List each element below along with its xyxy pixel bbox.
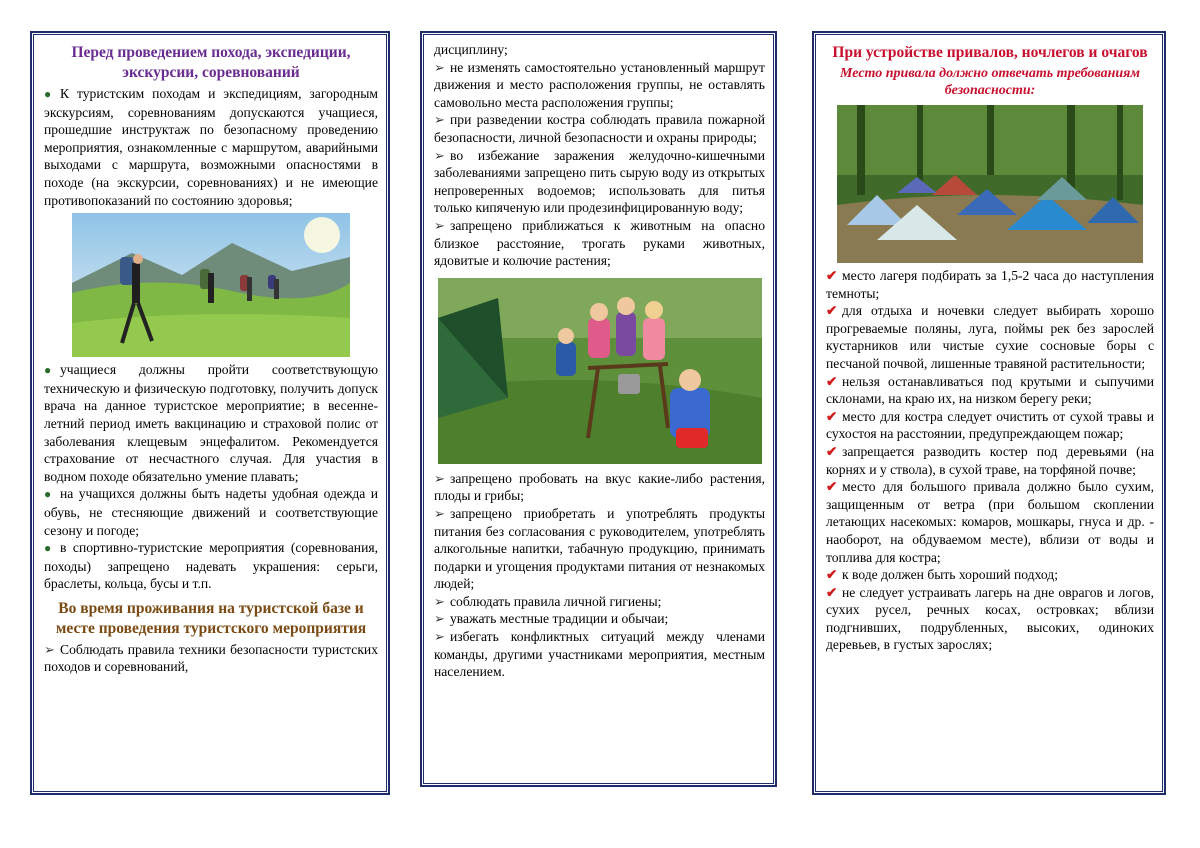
panel3-item-text: не следует устраивать лагерь на дне оврагов и логов, сухих русел, речных косах, островках; вблизи подгнивших, подрубленных, высоких, одиноких деревьев, в густых зарослях; xyxy=(826,584,1154,653)
panel3-item xyxy=(826,408,1154,443)
panel1-subtitle: Во время проживания на туристской базе и месте проведения туристского мероприятия xyxy=(55,599,367,637)
panel2-item-text: не изменять самостоятельно установленный маршрут движения и место расположения группы, не оставлять самовольно места расположения группы; xyxy=(434,59,765,110)
dot-bullet-icon: ● xyxy=(44,363,52,378)
arrow-bullet-icon: ➢ xyxy=(434,629,445,645)
panel1-item-text: К туристским походам и экспедициям, загородным экскурсиям, соревнованиям допускаются учащиеся, прошедшие инструктаж по безопасному проведению мероприятия, ознакомленные с маршрутом, аварийными выходами с маршрута, возможными опасностями в походе (на экскурсии, соревнованиях) и не имеющие противопоказаний по состоянию здоровья; xyxy=(44,86,378,208)
panel3-item-text: место лагеря подбирать за 1,5-2 часа до наступления темноты; xyxy=(826,268,1154,301)
panel2-item2 xyxy=(434,470,765,505)
panel3-item-text: к воде должен быть хороший подход; xyxy=(842,567,1058,583)
red-check-icon: ✔ xyxy=(826,268,838,283)
panel2-item2 xyxy=(434,628,765,681)
panel1-title: Перед проведением похода, экспедиции, экскурсии, соревнований xyxy=(71,44,351,81)
panel2-item2 xyxy=(434,505,765,593)
panel-before-hike xyxy=(31,32,389,794)
dot-bullet-icon: ● xyxy=(44,87,52,101)
panel-rules xyxy=(421,32,776,786)
panel2-item-text: при разведении костра соблюдать правила пожарной безопасности, личной безопасности и охраны природы; xyxy=(434,112,765,145)
red-check-icon: ✔ xyxy=(826,373,838,389)
arrow-bullet-icon: ➢ xyxy=(434,611,445,627)
panel3-item xyxy=(826,566,1154,584)
panel3-subtitle: Место привала должно отвечать требованиям безопасности: xyxy=(840,66,1140,98)
panel3-item-text: место для большого привала должно было сухим, защищенным от ветра (при большом скоплении летающих насекомых: комаров, мошкары, гнуса и др. - наоборот, на обдуваемом месте), вблизи от воды и топлива для костра; xyxy=(826,479,1154,565)
panel2-item2-text: избегать конфликтных ситуаций между членами команды, другими участниками мероприятия, местным населением. xyxy=(434,629,765,680)
red-check-icon: ✔ xyxy=(826,408,838,424)
panel3-item xyxy=(826,267,1154,302)
red-check-icon: ✔ xyxy=(826,567,838,583)
red-check-icon: ✔ xyxy=(826,443,838,459)
arrow-bullet-icon: ➢ xyxy=(434,59,445,75)
arrow-bullet-icon: ➢ xyxy=(434,112,445,128)
panel3-item xyxy=(826,584,1154,654)
panel-camp-rules xyxy=(813,32,1165,794)
arrow-bullet-icon: ➢ xyxy=(44,641,55,657)
panel2-item xyxy=(434,147,765,217)
panel3-item-text: для отдыха и ночевки следует выбирать хорошо прогреваемые поляны, луга, поймы рек без зарослей кустарников или чистые сухие сосновые боры с песчаной почвой, лишенные травяной растительности; xyxy=(826,303,1154,371)
panel1-item xyxy=(44,485,378,539)
panel2-item2 xyxy=(434,593,765,611)
panel3-item xyxy=(826,443,1154,478)
panel2-item-text: запрещено приближаться к животным на опасно близкое расстояние, трогать руками животных, ядовитые и колючие растения; xyxy=(434,217,765,269)
tents-camp-photo xyxy=(837,105,1143,263)
panel1-item2-text: Соблюдать правила техники безопасности туристских походов и соревнований, xyxy=(44,641,378,675)
panel3-item xyxy=(826,302,1154,372)
panel2-item xyxy=(434,111,765,146)
arrow-bullet-icon: ➢ xyxy=(434,470,445,486)
panel1-item2 xyxy=(44,641,378,676)
arrow-bullet-icon: ➢ xyxy=(434,593,445,609)
panel2-item2 xyxy=(434,610,765,628)
dot-bullet-icon: ● xyxy=(44,487,52,502)
panel2-item xyxy=(434,59,765,112)
panel1-item xyxy=(44,85,378,209)
panel3-item xyxy=(826,373,1154,408)
panel2-item2-text: соблюдать правила личной гигиены; xyxy=(450,593,662,609)
hikers-photo xyxy=(72,213,350,357)
dot-bullet-icon: ● xyxy=(44,541,52,556)
panel2-item2-text: запрещено пробовать на вкус какие-либо растения, плоды и грибы; xyxy=(434,470,765,504)
children-camp-photo xyxy=(438,278,762,464)
panel1-item-text: учащиеся должны пройти соответствующую техническую и физическую подготовку, получить допуск врача на данное туристское мероприятие; в весенне-летний период иметь вакцинацию и страховой полис от заболевания клещевым энцефалитом. Рекомендуется страхование от несчастного случая. Для участия в водном походе обязательно умение плавать; xyxy=(44,362,378,484)
panel1-item-text: в спортивно-туристские мероприятия (соревнования, походы) запрещено надевать украшения: серьги, браслеты, кольца, бусы и т.п. xyxy=(44,540,378,592)
panel3-item xyxy=(826,478,1154,566)
panel3-item-text: запрещается разводить костер под деревьями (на корнях и у ствола), в сухой траве, на торфяной почве; xyxy=(826,443,1154,477)
panel3-item-text: место для костра следует очистить от сухой травы и сухостоя на расстоянии, предупреждающем пожар; xyxy=(826,408,1154,442)
red-check-icon: ✔ xyxy=(826,584,838,600)
arrow-bullet-icon: ➢ xyxy=(434,147,445,163)
panel2-item2-text: уважать местные традиции и обычаи; xyxy=(450,611,669,627)
panel2-item2-text: запрещено приобретать и употреблять продукты питания без согласования с руководителем, употреблять алкогольные напитки, табачную продукцию, принимать подарки и угощения продуктами питания от незнакомых людей; xyxy=(434,505,765,592)
panel2-item-text: во избежание заражения желудочно-кишечными заболеваниями запрещено пить сырую воду из открытых непроверенных водоемов; использовать для питья только кипяченую или продезинфицированную воду; xyxy=(434,147,765,216)
red-check-icon: ✔ xyxy=(826,303,838,319)
arrow-bullet-icon: ➢ xyxy=(434,217,445,233)
panel2-lead: дисциплину; xyxy=(434,42,508,57)
panel1-item xyxy=(44,539,378,593)
panel3-item-text: нельзя останавливаться под крутыми и сыпучими склонами, на краю их, на низком берегу реки; xyxy=(826,373,1154,407)
arrow-bullet-icon: ➢ xyxy=(434,505,445,521)
panel3-title: При устройстве привалов, ночлегов и очагов xyxy=(832,44,1148,61)
red-check-icon: ✔ xyxy=(826,479,838,495)
panel1-item-text: на учащихся должны быть надеты удобная одежда и обувь, не стесняющие движений и соответствующие сезону и погоде; xyxy=(44,486,378,538)
panel2-item xyxy=(434,217,765,270)
panel1-item xyxy=(44,361,378,485)
